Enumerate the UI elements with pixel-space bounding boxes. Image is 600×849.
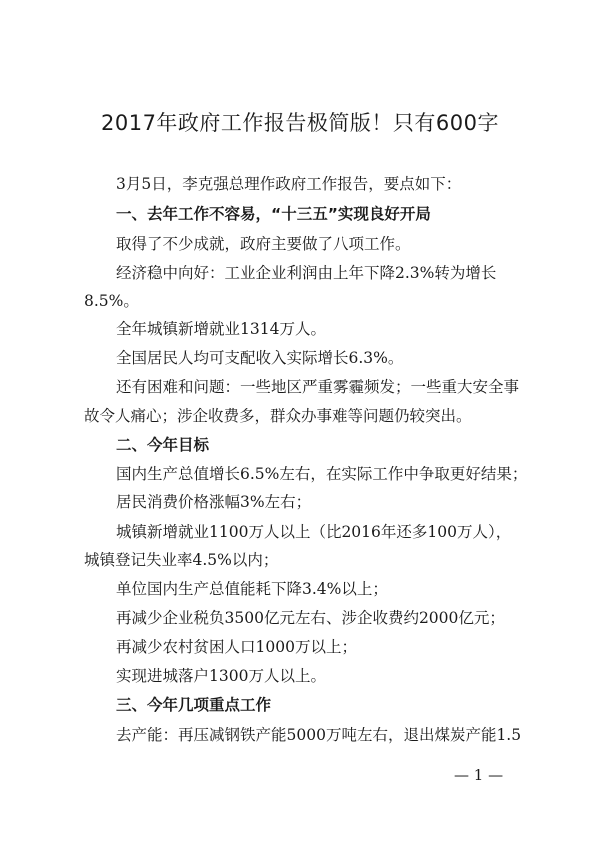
section-heading-3: 三、今年几项重点工作 <box>116 696 272 714</box>
paragraph-line: 国内生产总值增长6.5%左右，在实际工作中争取更好结果； <box>116 465 528 483</box>
paragraph-line: 8.5%。 <box>84 292 139 310</box>
paragraph-line: 全年城镇新增就业1314万人。 <box>116 320 326 338</box>
paragraph-line: 单位国内生产总值能耗下降3.4%以上； <box>116 580 388 598</box>
section-heading-2: 二、今年目标 <box>116 436 210 454</box>
paragraph-line: 经济稳中向好：工业企业利润由上年下降2.3%转为增长 <box>116 264 497 282</box>
paragraph-line: 再减少农村贫困人口1000万以上； <box>116 638 357 656</box>
paragraph-line: 实现进城落户1300万人以上。 <box>116 667 326 685</box>
paragraph-line: 取得了不少成就，政府主要做了八项工作。 <box>116 235 411 253</box>
paragraph-line: 全国居民人均可支配收入实际增长6.3%。 <box>116 349 404 367</box>
paragraph-line: 去产能：再压减钢铁产能5000万吨左右，退出煤炭产能1.5 <box>116 726 522 744</box>
paragraph-line: 再减少企业税负3500亿元左右、涉企收费约2000亿元； <box>116 609 505 627</box>
paragraph-line: 还有困难和问题：一些地区严重雾霾频发；一些重大安全事 <box>116 378 520 396</box>
section-heading-1: 一、去年工作不容易，“十三五”实现良好开局 <box>116 205 431 223</box>
document-title: 2017年政府工作报告极简版！只有600字 <box>100 111 500 135</box>
paragraph-line: 居民消费价格涨幅3%左右； <box>116 493 312 511</box>
paragraph-line: 城镇新增就业1100万人以上（比2016年还多100万人）， <box>116 523 512 541</box>
paragraph-line: 故令人痛心；涉企收费多，群众办事难等问题仍较突出。 <box>84 407 472 425</box>
intro-line: 3月5日，李克强总理作政府工作报告，要点如下： <box>116 175 462 193</box>
page-number: — 1 — <box>454 766 504 784</box>
paragraph-line: 城镇登记失业率4.5%以内； <box>84 551 279 569</box>
